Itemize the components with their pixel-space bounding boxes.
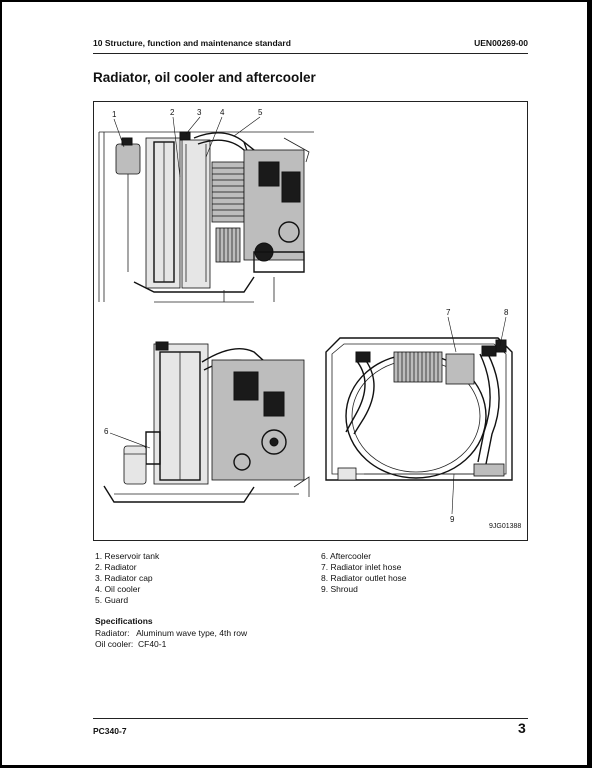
legend-item: 7. Radiator inlet hose <box>321 562 402 572</box>
callout-1: 1 <box>112 110 117 119</box>
specifications <box>95 616 247 650</box>
side-view-drawing <box>104 342 309 502</box>
legend-item: 6. Aftercooler <box>321 551 372 561</box>
drawing-id: 9JG01388 <box>489 523 522 530</box>
callout-labels-top <box>112 108 263 119</box>
page-number: 3 <box>518 720 526 736</box>
legend-item: 4. Oil cooler <box>95 584 141 594</box>
legend-right <box>321 551 407 595</box>
front-view-drawing <box>326 338 512 480</box>
legend-item: 1. Reservoir tank <box>95 551 160 561</box>
callout-8: 8 <box>504 308 509 317</box>
legend-item: 9. Shroud <box>321 584 358 594</box>
header-rule <box>93 53 528 54</box>
legend-item: 8. Radiator outlet hose <box>321 573 407 583</box>
callout-7: 7 <box>446 308 451 317</box>
specifications-heading: Specifications <box>95 616 153 626</box>
legend-item: 5. Guard <box>95 595 129 605</box>
top-assembly-drawing <box>99 132 314 302</box>
footer-model: PC340-7 <box>93 726 127 736</box>
page-header <box>93 38 528 52</box>
callout-3: 3 <box>197 108 202 117</box>
legend-item: 2. Radiator <box>95 562 137 572</box>
footer-rule <box>93 718 528 719</box>
legend-left <box>95 551 159 606</box>
callout-4: 4 <box>220 108 225 117</box>
callout-5: 5 <box>258 108 263 117</box>
callout-9: 9 <box>450 515 455 524</box>
callout-6: 6 <box>104 427 109 436</box>
section-title: 10 Structure, function and maintenance standard <box>93 38 291 48</box>
document-code: UEN00269-00 <box>474 38 528 48</box>
legend-item: 3. Radiator cap <box>95 573 153 583</box>
spec-line-oil-cooler: Oil cooler: CF40-1 <box>95 639 167 649</box>
page-title: Radiator, oil cooler and aftercooler <box>93 70 316 85</box>
technical-drawing <box>93 101 528 541</box>
drawing-svg <box>94 102 529 542</box>
spec-line-radiator: Radiator: Aluminum wave type, 4th row <box>95 628 248 638</box>
callout-2: 2 <box>170 108 175 117</box>
